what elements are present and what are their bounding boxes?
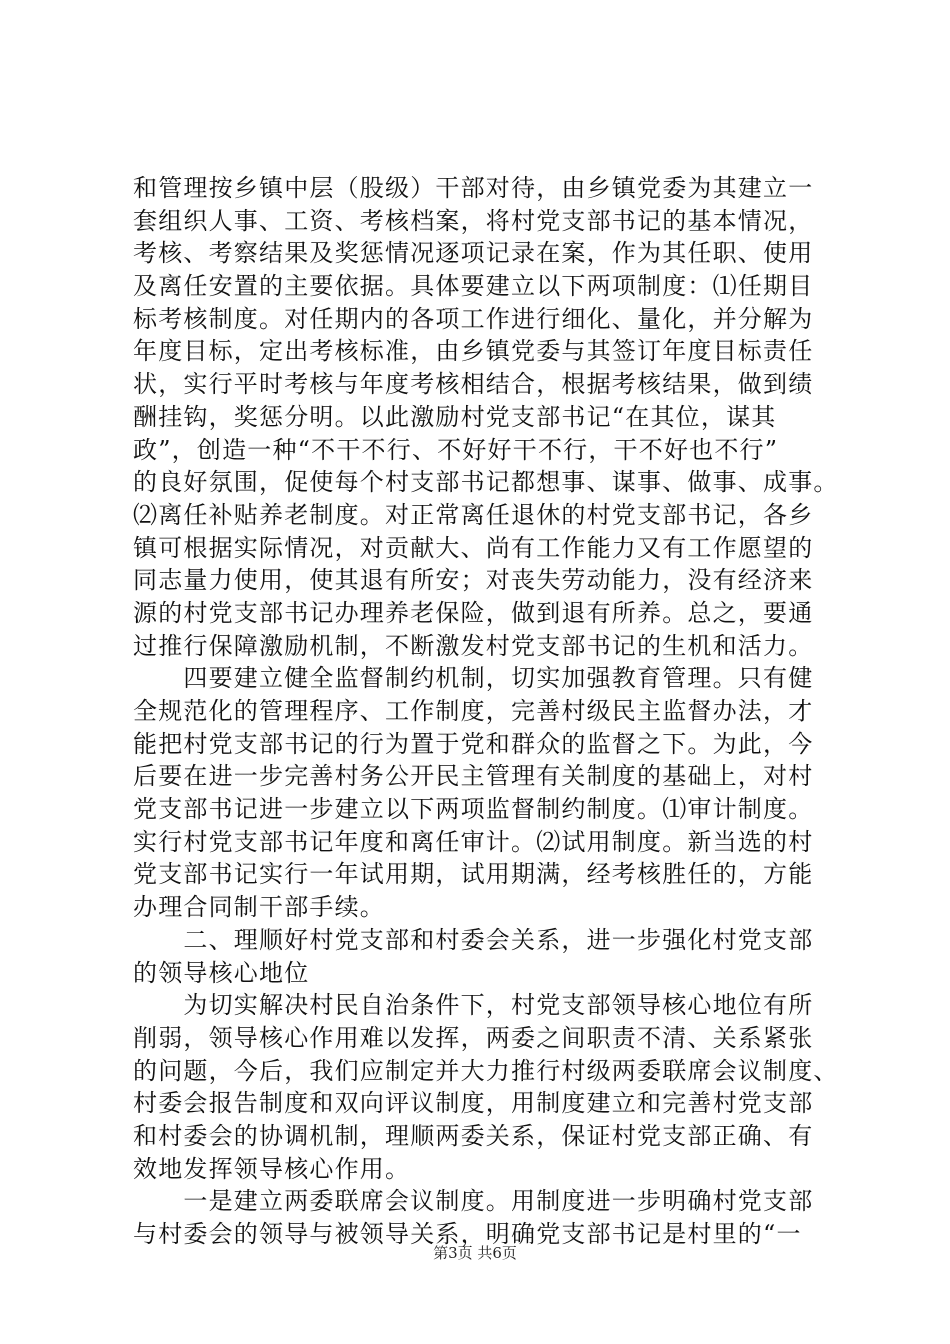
text-line: 政”，创造一种“不干不行、不好好干不行，干不好也不行” (133, 435, 779, 464)
text-line: 酬挂钩，奖惩分明。以此激励村党支部书记“在其位，谋其 (133, 402, 777, 431)
text-line: 的问题，今后，我们应制定并大力推行村级两委联席会议制度、 (133, 1056, 839, 1085)
text-line: 及离任安置的主要依据。具体要建立以下两项制度：⑴任期目 (133, 272, 814, 301)
text-line: 村委会报告制度和双向评议制度，用制度建立和完善村党支部 (133, 1089, 814, 1118)
text-line: 标考核制度。对任期内的各项工作进行细化、量化，并分解为 (133, 304, 814, 333)
text-line: 削弱，领导核心作用难以发挥，两委之间职责不清、关系紧张 (133, 1023, 814, 1052)
text-line: 为切实解决村民自治条件下，村党支部领导核心地位有所 (133, 991, 814, 1020)
text-line: 能把村党支部书记的行为置于党和群众的监督之下。为此，今 (133, 729, 814, 758)
text-line: 的良好氛围，促使每个村支部书记都想事、谋事、做事、成事。 (133, 468, 839, 497)
text-line: 一是建立两委联席会议制度。用制度进一步明确村党支部 (133, 1187, 814, 1216)
text-line: 党支部书记进一步建立以下两项监督制约制度。⑴审计制度。 (133, 795, 814, 824)
text-line: 四要建立健全监督制约机制，切实加强教育管理。只有健 (133, 664, 814, 693)
text-line: 和村委会的协调机制，理顺两委关系，保证村党支部正确、有 (133, 1121, 814, 1150)
text-line: 实行村党支部书记年度和离任审计。⑵试用制度。新当选的村 (133, 827, 814, 856)
text-line: 源的村党支部书记办理养老保险，做到退有所养。总之，要通 (133, 598, 814, 627)
document-body (133, 172, 839, 1251)
page-footer: 第3页 共6页 (433, 1244, 517, 1262)
text-line: ⑵离任补贴养老制度。对正常离任退休的村党支部书记，各乡 (133, 500, 814, 529)
text-line: 二、理顺好村党支部和村委会关系，进一步强化村党支部 (133, 925, 814, 954)
text-line: 党支部书记实行一年试用期，试用期满，经考核胜任的，方能 (133, 860, 814, 889)
text-line: 状，实行平时考核与年度考核相结合，根据考核结果，做到绩 (133, 370, 814, 399)
text-line: 和管理按乡镇中层（股级）干部对待，由乡镇党委为其建立一 (133, 174, 814, 202)
text-line: 同志量力使用，使其退有所安；对丧失劳动能力，没有经济来 (133, 566, 814, 595)
text-line: 与村委会的领导与被领导关系，明确党支部书记是村里的“一 (133, 1220, 802, 1248)
text-line: 过推行保障激励机制，不断激发村党支部书记的生机和活力。 (133, 631, 814, 660)
text-line: 效地发挥领导核心作用。 (133, 1154, 411, 1183)
text-line: 的领导核心地位 (133, 958, 310, 987)
text-line: 镇可根据实际情况，对贡献大、尚有工作能力又有工作愿望的 (133, 533, 814, 562)
text-line: 办理合同制干部手续。 (133, 893, 385, 922)
text-line: 年度目标，定出考核标准，由乡镇党委与其签订年度目标责任 (133, 337, 814, 366)
text-line: 后要在进一步完善村务公开民主管理有关制度的基础上，对村 (133, 762, 814, 791)
text-line: 考核、考察结果及奖惩情况逐项记录在案，作为其任职、使用 (133, 239, 814, 268)
text-line: 全规范化的管理程序、工作制度，完善村级民主监督办法，才 (133, 697, 814, 725)
text-line: 套组织人事、工资、考核档案，将村党支部书记的基本情况， (133, 206, 814, 235)
